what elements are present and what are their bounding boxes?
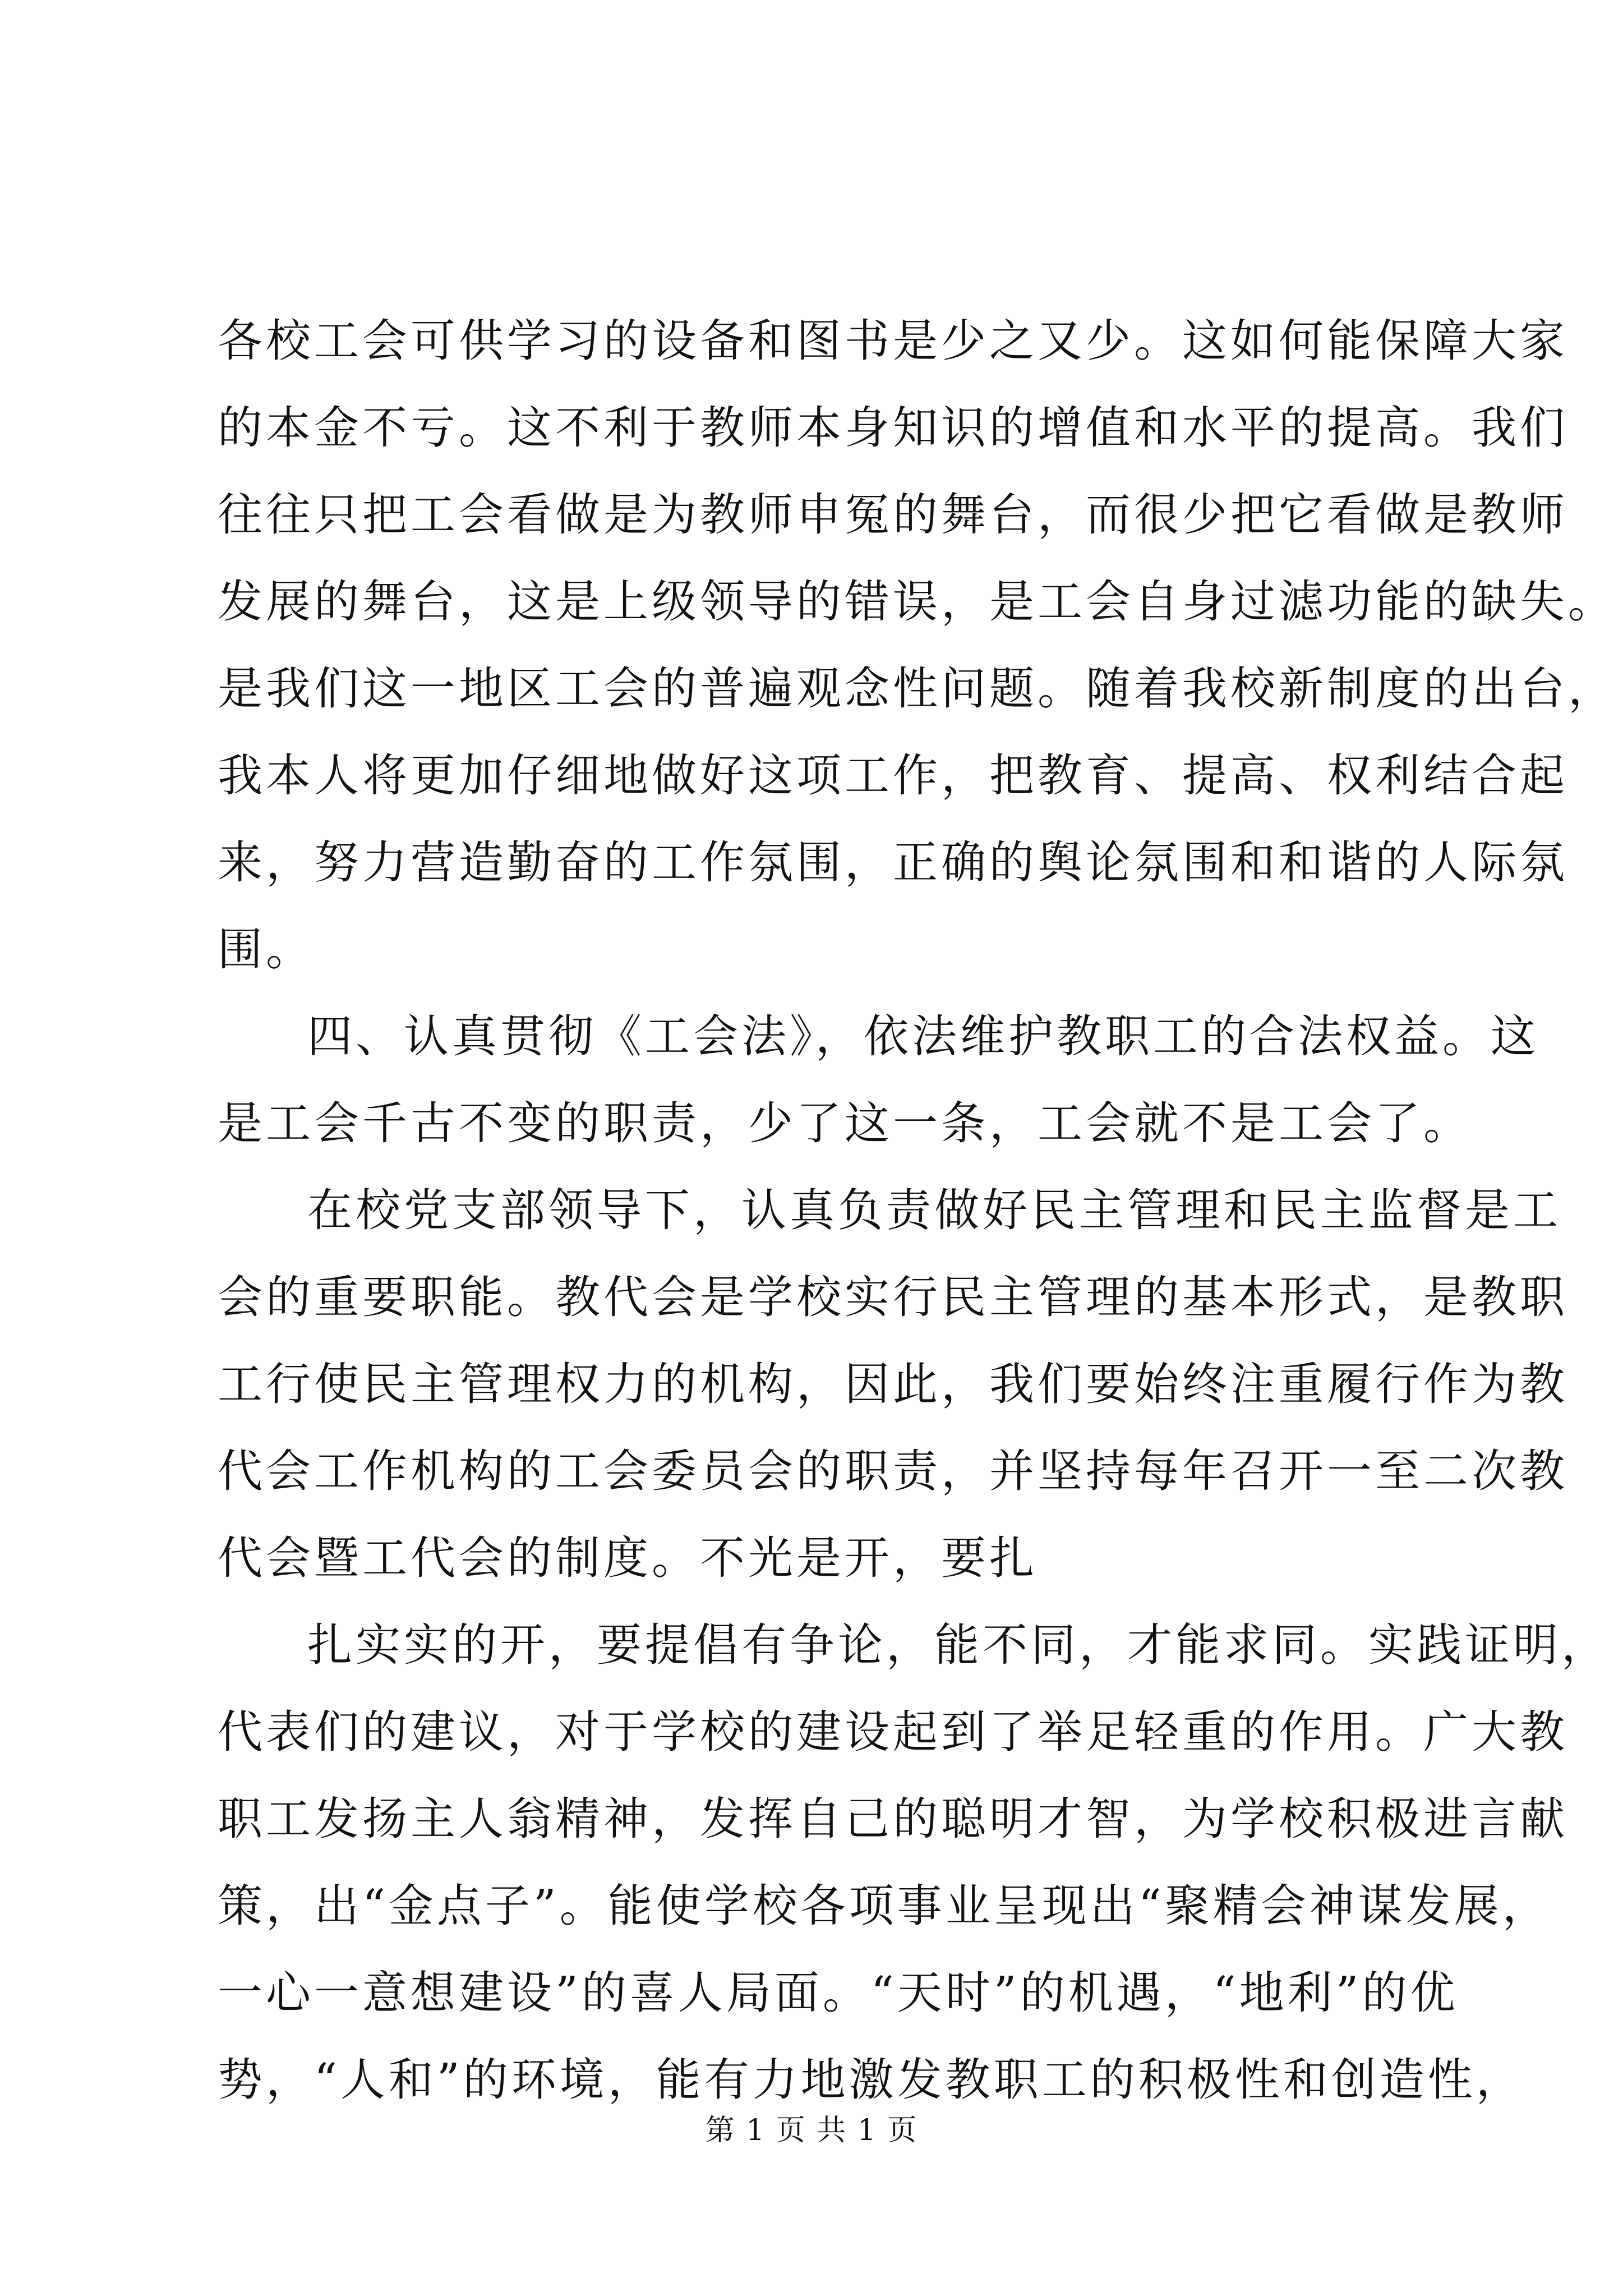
text-line: 职工发扬主人翁精神，发挥自己的聪明才智，为学校积极进言献 xyxy=(218,1793,1568,1845)
text-line: 策，出“金点子”。能使学校各项事业呈现出“聚精会神谋发展， xyxy=(218,1880,1551,1932)
text-line: 代表们的建议，对于学校的建设起到了举足轻重的作用。广大教 xyxy=(218,1706,1568,1758)
text-line: 各校工会可供学习的设备和图书是少之又少。这如何能保障大家 xyxy=(218,315,1568,367)
body-text xyxy=(218,297,1616,2123)
text-line: 我本人将更加仔细地做好这项工作，把教育、提高、权利结合起 xyxy=(218,749,1568,802)
text-line: 发展的舞台，这是上级领导的错误，是工会自身过滤功能的缺失。 xyxy=(218,576,1616,628)
text-line: 会的重要职能。教代会是学校实行民主管理的基本形式，是教职 xyxy=(218,1271,1568,1323)
text-line: 来，努力营造勤奋的工作氛围，正确的舆论氛围和和谐的人际氛 xyxy=(218,836,1568,889)
text-line: 代会工作机构的工会委员会的职责，并坚持每年召开一至二次教 xyxy=(218,1445,1568,1497)
text-line: 是工会千古不变的职责，少了这一条，工会就不是工会了。 xyxy=(218,1097,1472,1149)
text-line: 一心一意想建设”的喜人局面。“天时”的机遇，“地利”的优 xyxy=(218,1967,1459,2019)
text-line: 代会暨工代会的制度。不光是开，要扎 xyxy=(218,1532,1038,1584)
text-line: 工行使民主管理权力的机构，因此，我们要始终注重履行作为教 xyxy=(218,1358,1568,1410)
text-line: 往往只把工会看做是为教师申冤的舞台，而很少把它看做是教师 xyxy=(218,489,1568,541)
text-line: 势，“人和”的环境，能有力地激发教职工的积极性和创造性， xyxy=(218,2054,1524,2106)
text-line: 的本金不亏。这不利于教师本身知识的增值和水平的提高。我们 xyxy=(218,402,1568,454)
page-footer: 第 1 页 共 1 页 xyxy=(705,2114,918,2147)
paragraph-start-line: 四、认真贯彻《工会法》，依法维护教职工的合法权益。这 xyxy=(307,1010,1539,1062)
paragraph-start-line: 扎实实的开，要提倡有争论，能不同，才能求同。实践证明， xyxy=(307,1619,1610,1671)
text-line: 围。 xyxy=(218,923,314,976)
text-line: 是我们这一地区工会的普遍观念性问题。随着我校新制度的出台， xyxy=(218,662,1616,715)
paragraph-start-line: 在校党支部领导下，认真负责做好民主管理和民主监督是工 xyxy=(307,1184,1561,1236)
